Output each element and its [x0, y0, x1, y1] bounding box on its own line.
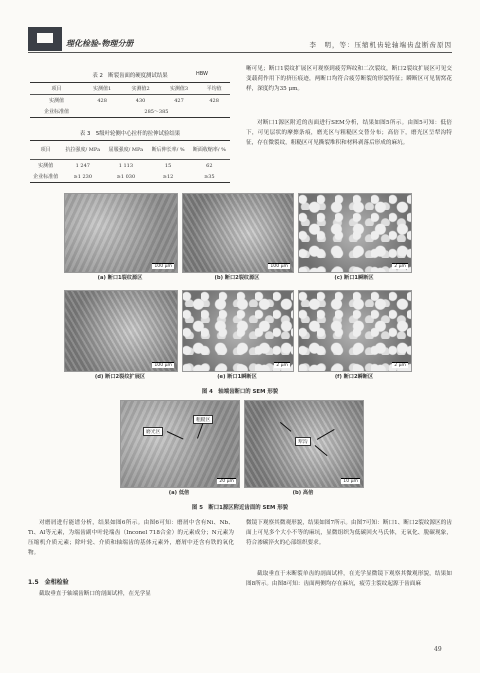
table-header: 实测值1: [83, 83, 121, 95]
table-cell: ≥1 230: [73, 173, 93, 180]
table-header: 实测值3: [160, 83, 198, 95]
table-cell: 1 247: [75, 162, 90, 169]
table-cell: ≥35: [204, 173, 215, 180]
region-label: 犁沟: [295, 437, 311, 446]
table-cell: 428: [209, 97, 219, 104]
subfigure-label: (a) 断口1裂纹源区: [97, 275, 143, 281]
table-cell: 实测值: [38, 163, 54, 169]
table-cell: 285～385: [144, 109, 169, 115]
body-paragraph: 晰可见；断口1裂纹扩展区可观察到疲劳辉纹和二次裂纹，断口2裂纹扩展区可见交变载荷作用下的挤压痕迹，两断口均符合疲劳断裂的形貌特征；瞬断区可见韧窝花样，深度约为35 μm。: [246, 66, 452, 92]
table-header: 项目: [30, 141, 61, 160]
subfigure-label: (e) 断口1瞬断区: [217, 374, 257, 380]
table-cell: 实测值: [48, 98, 64, 104]
table-cell: 62: [206, 162, 213, 169]
table1-caption: 表 2 断裂齿面的硬度测试结果: [92, 73, 168, 79]
table-header: 断面收缩率/ %: [189, 141, 230, 160]
sem-image: [182, 290, 294, 372]
table-cell: 428: [97, 97, 107, 104]
sem-image: [244, 400, 364, 488]
body-paragraph: 截取垂直于未断裂单齿的剖面试样，在光学显微镜下观察其微观形貌，结果如图8所示。由图8可知：齿面两侧均存在麻坑，疲劳主裂纹起源于齿面麻: [246, 571, 452, 587]
sem-image: [298, 193, 412, 273]
table2-caption: 表 3 5级叶轮侧中心拉杆的拉伸试验结果: [79, 131, 181, 137]
scale-bar: 100 μm: [270, 264, 288, 269]
table-header: 实测值2: [121, 83, 159, 95]
subfigure-label: (f) 断口2瞬断区: [334, 374, 374, 380]
section-heading: 1.5 金相检验: [28, 579, 69, 586]
body-paragraph: 截取垂直于轴端齿断口的剖面试样，在光学显: [39, 591, 151, 597]
page-number: 49: [434, 646, 442, 653]
table-cell: 企业标准值: [33, 174, 59, 180]
scale-bar: 2 μm: [394, 363, 406, 368]
arrow-icon: [315, 445, 328, 456]
table-cell: ≥1 030: [116, 173, 136, 180]
journal-logo: [28, 27, 62, 51]
subfigure-label: (a) 低倍: [168, 490, 190, 496]
arrow-icon: [317, 429, 335, 440]
table-header: 屈服强度/ MPa: [104, 141, 147, 160]
running-title: 李 明，等：压缩机齿轮轴端齿盘断齿原因: [309, 41, 452, 49]
table2-tensile: [30, 140, 230, 183]
subfigure-label: (b) 高倍: [292, 490, 314, 496]
figure5-caption: 图 5 断口1源区附近齿面的 SEM 形貌: [191, 505, 289, 511]
table-header: 断后伸长率/ %: [147, 141, 188, 160]
table-cell: 1 113: [118, 162, 134, 169]
sem-image: [298, 290, 412, 372]
table-header: 项目: [30, 83, 83, 95]
sem-image: [64, 290, 178, 372]
scale-bar: 10 μm: [343, 479, 358, 484]
table-cell: ≥12: [162, 173, 174, 180]
table-cell: 15: [164, 162, 172, 169]
journal-name: 理化检验-物理分册: [66, 39, 134, 48]
header-divider: [28, 52, 452, 53]
figure4-caption: 图 4 轴端齿断口的 SEM 形貌: [201, 389, 279, 395]
table-cell: 427: [174, 97, 184, 104]
sem-image: [64, 193, 178, 273]
table-header: 抗拉强度/ MPa: [61, 141, 104, 160]
sem-image: [120, 400, 240, 488]
scale-bar: 2 μm: [276, 363, 288, 368]
scale-bar: 100 μm: [154, 264, 172, 269]
subfigure-label: (d) 断口2裂纹扩展区: [94, 374, 146, 380]
region-label: 粗糙区: [193, 415, 213, 424]
arrow-icon: [197, 423, 203, 438]
subfigure-label: (b) 断口2裂纹源区: [214, 275, 260, 281]
arrow-icon: [167, 431, 184, 439]
scale-bar: 100 μm: [154, 363, 172, 368]
scale-bar: 2 μm: [394, 264, 406, 269]
body-paragraph: 对磨屑进行能谱分析，结果如图6所示。由图6可知：磨屑中含有Ni、Nb、Ti、Al等元素，为端齿副中叶轮端齿（Inconel 718合金）的元素成分；N元素为压缩机介质元素；除叶轮、介质和轴端齿的基体元素外，磨屑中还含有铁的氧化物。: [28, 520, 234, 556]
body-paragraph: 对断口1源区附近的齿面进行SEM分析，结果如图5所示。由图5可知：低倍下，可见层状的摩擦条痕，磨光区与粗糙区交替分布；高倍下，磨光区呈犁沟特征，存在微裂纹，粗糙区可见撕裂堆积和材料剥落后形成的麻坑。: [246, 120, 452, 146]
table-cell: 企业标准值: [43, 109, 69, 115]
subfigure-label: (c) 断口1瞬断区: [334, 275, 374, 281]
table-header: 平均值: [198, 83, 230, 95]
sem-image: [182, 193, 294, 273]
region-label: 磨光区: [143, 427, 163, 436]
table1-unit: HBW: [196, 71, 208, 77]
scale-bar: 20 μm: [219, 479, 234, 484]
body-paragraph: 微镜下观察其微观形貌，结果如图7所示。由图7可知：断口1、断口2裂纹源区的齿面上可见多个大小不等的麻坑，显微组织为低碳回火马氏体，无氧化、脱碳现象，符合渗碳淬火的心部组织要求。: [246, 520, 452, 546]
table-cell: 430: [135, 97, 146, 104]
arrow-icon: [280, 422, 291, 432]
table1-hardness: [30, 82, 230, 118]
